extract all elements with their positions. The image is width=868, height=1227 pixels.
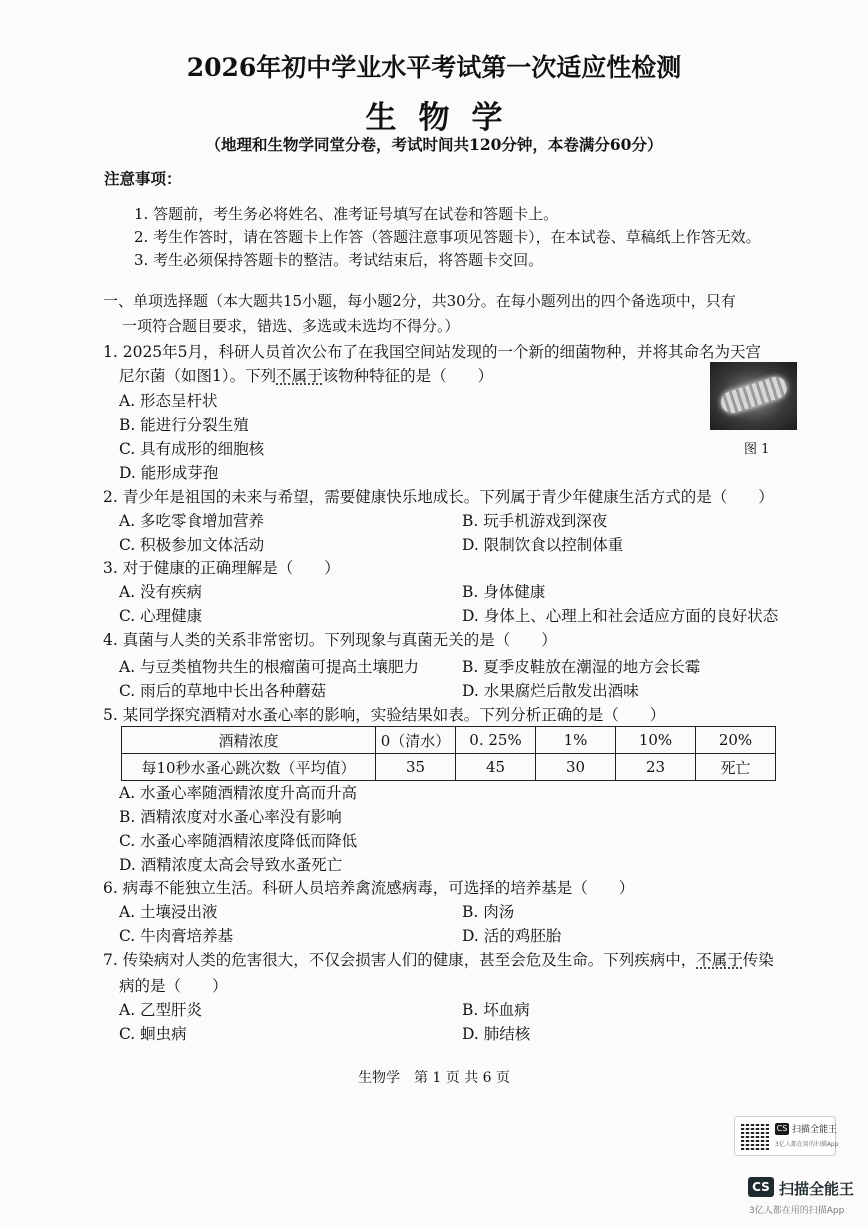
- table-cell: 35: [376, 754, 456, 781]
- q1-emphasis: 不属于: [276, 367, 323, 385]
- table-cell: 30: [536, 754, 616, 781]
- q4-option-a: A. 与豆类植物共生的根瘤菌可提高土壤肥力: [119, 658, 420, 676]
- q5-option-a: A. 水蚤心率随酒精浓度升高而升高: [119, 784, 358, 802]
- q4-option-c: C. 雨后的草地中长出各种蘑菇: [119, 682, 327, 700]
- q1-option-a: A. 形态呈杆状: [119, 392, 218, 410]
- bacteria-rod: [718, 374, 789, 416]
- q7-option-a: A. 乙型肝炎: [119, 1001, 203, 1019]
- table-row: [122, 754, 776, 781]
- q5-stem: 5. 某同学探究酒精对水蚤心率的影响，实验结果如表。下列分析正确的是（ ）: [103, 706, 666, 724]
- stamp-subtitle: 3亿人都在用的扫描App: [775, 1141, 839, 1148]
- q4-option-b: B. 夏季皮鞋放在潮湿的地方会长霉: [462, 658, 701, 676]
- q4-option-d: D. 水果腐烂后散发出酒味: [462, 682, 639, 700]
- camscanner-logo-text: 扫描全能王: [779, 1180, 855, 1198]
- cs-logo-icon: CS: [776, 1124, 788, 1133]
- section-heading: 一、单项选择题（本大题共15小题，每小题2分，共30分。在每小题列出的四个备选项中，只有: [103, 292, 736, 310]
- q1-option-b: B. 能进行分裂生殖: [119, 416, 249, 434]
- note-item: 1. 答题前，考生务必将姓名、准考证号填写在试卷和答题卡上。: [134, 205, 559, 223]
- table-cell: 10%: [616, 727, 696, 754]
- q5-option-d: D. 酒精浓度太高会导致水蚤死亡: [119, 856, 343, 874]
- camscanner-tagline: 3亿人都在用的扫描App: [749, 1206, 845, 1216]
- table-row: [122, 727, 776, 754]
- q7-stem-line1: 7. 传染病对人类的危害很大，不仅会损害人们的健康，甚至会危及生命。下列疾病中，不属于传染: [103, 951, 774, 969]
- table-cell: 0. 25%: [456, 727, 536, 754]
- table-cell: 死亡: [696, 754, 776, 781]
- q4-stem: 4. 真菌与人类的关系非常密切。下列现象与真菌无关的是（ ）: [103, 631, 557, 649]
- q6-stem: 6. 病毒不能独立生活。科研人员培养禽流感病毒，可选择的培养基是（ ）: [103, 879, 635, 897]
- table-cell: 45: [456, 754, 536, 781]
- q5-option-b: B. 酒精浓度对水蚤心率没有影响: [119, 808, 342, 826]
- q7-option-b: B. 坏血病: [462, 1001, 530, 1019]
- subject-title: 生物学: [365, 100, 525, 136]
- notes-heading: 注意事项：: [104, 169, 182, 188]
- table-cell: 每10秒水蚤心跳次数（平均值）: [122, 754, 376, 781]
- table-cell: 20%: [696, 727, 776, 754]
- q1-option-d: D. 能形成芽孢: [119, 464, 219, 482]
- q5-option-c: C. 水蚤心率随酒精浓度降低而降低: [119, 832, 358, 850]
- q6-option-a: A. 土壤浸出液: [119, 903, 218, 921]
- q2-option-b: B. 玩手机游戏到深夜: [462, 512, 608, 530]
- q2-option-c: C. 积极参加文体活动: [119, 536, 265, 554]
- q7-option-c: C. 蛔虫病: [119, 1025, 187, 1043]
- scanner-stamp: [734, 1116, 839, 1156]
- heart-rate-table: [121, 726, 776, 781]
- table-cell: 0（清水）: [376, 727, 456, 754]
- exam-info: （地理和生物学同堂分卷，考试时间共120分钟，本卷满分60分）: [205, 135, 663, 154]
- q6-option-d: D. 活的鸡胚胎: [462, 927, 562, 945]
- bacteria-micrograph: [710, 362, 797, 430]
- q3-option-b: B. 身体健康: [462, 583, 546, 601]
- camscanner-logo-icon: CS: [748, 1177, 774, 1197]
- q7-emphasis: 不属于: [696, 951, 743, 969]
- q3-option-c: C. 心理健康: [119, 607, 203, 625]
- table-cell: 酒精浓度: [122, 727, 376, 754]
- q3-option-a: A. 没有疾病: [119, 583, 203, 601]
- figure-caption: 图 1: [744, 442, 770, 457]
- q3-option-d: D. 身体上、心理上和社会适应方面的良好状态: [462, 607, 779, 625]
- q7-option-d: D. 肺结核: [462, 1025, 531, 1043]
- stamp-title: 扫描全能王: [792, 1125, 838, 1135]
- page-footer: 生物学 第 1 页 共 6 页: [357, 1070, 511, 1086]
- q6-option-b: B. 肉汤: [462, 903, 515, 921]
- q7-stem-line2: 病的是（ ）: [119, 977, 228, 995]
- note-item: 2. 考生作答时，请在答题卡上作答（答题注意事项见答题卡），在本试卷、草稿纸上作答无效。: [134, 228, 761, 246]
- table-cell: 1%: [536, 727, 616, 754]
- q1-stem-line1: 1. 2025年5月，科研人员首次公布了在我国空间站发现的一个新的细菌物种，并将其命名为天宫: [103, 343, 762, 361]
- table-cell: 23: [616, 754, 696, 781]
- q2-option-d: D. 限制饮食以控制体重: [462, 536, 624, 554]
- note-item: 3. 考生必须保持答题卡的整洁。考试结束后，将答题卡交回。: [134, 251, 544, 269]
- q2-stem: 2. 青少年是祖国的未来与希望，需要健康快乐地成长。下列属于青少年健康生活方式的是（ ）: [103, 488, 774, 506]
- section-heading-cont: 一项符合题目要求，错选、多选或未选均不得分。）: [122, 317, 460, 335]
- q1-option-c: C. 具有成形的细胞核: [119, 440, 265, 458]
- q6-option-c: C. 牛肉膏培养基: [119, 927, 234, 945]
- qr-code-icon: [741, 1122, 769, 1150]
- exam-title: 2026年初中学业水平考试第一次适应性检测: [186, 53, 682, 82]
- q2-option-a: A. 多吃零食增加营养: [119, 512, 265, 530]
- q3-stem: 3. 对于健康的正确理解是（ ）: [103, 559, 340, 577]
- q1-stem-line2: 尼尔菌（如图1）。下列不属于该物种特征的是（ ）: [119, 367, 494, 385]
